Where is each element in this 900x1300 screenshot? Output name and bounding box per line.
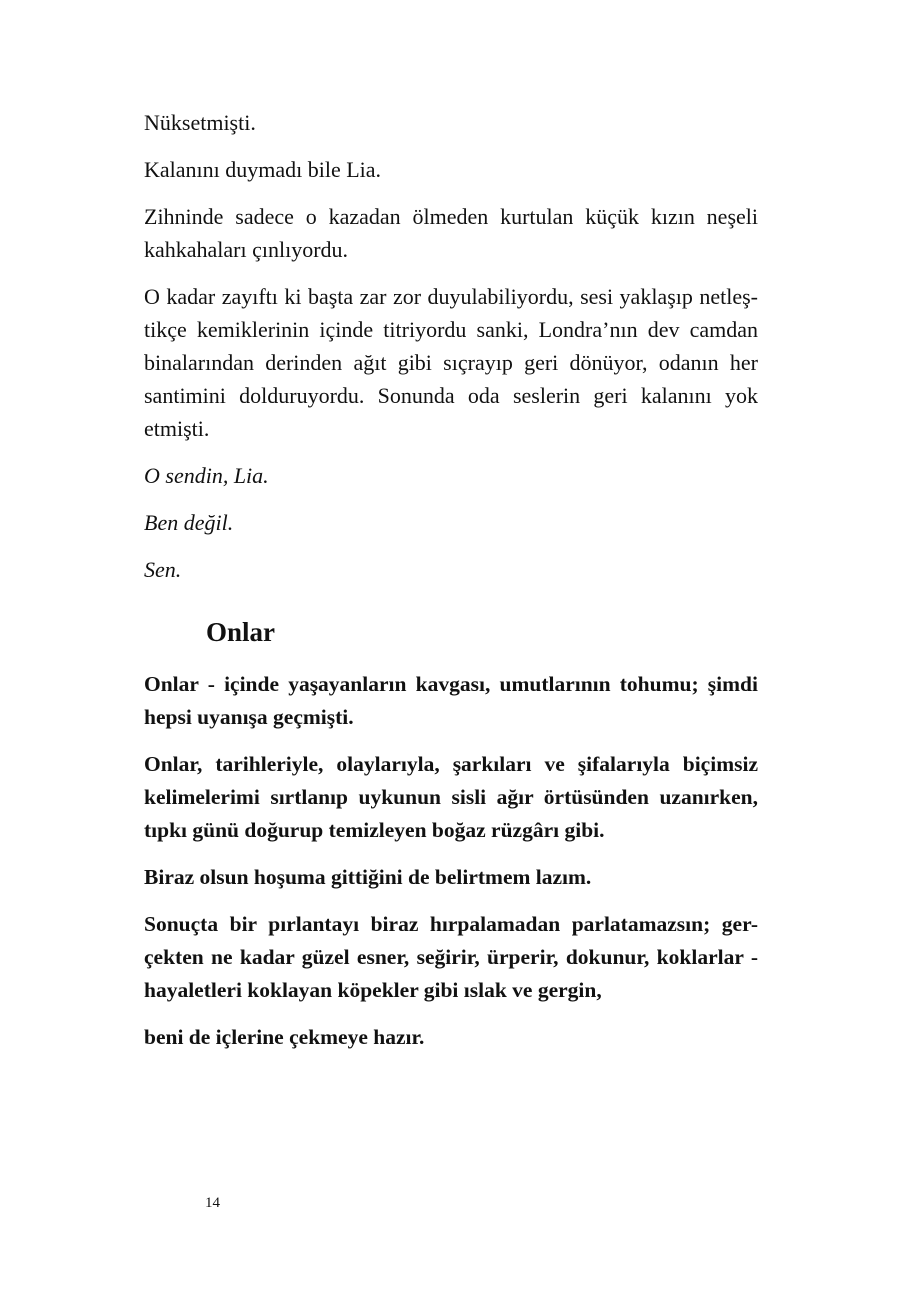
bold-paragraph: Biraz olsun hoşuma gittiğini de belirtmem lazım. <box>144 865 592 889</box>
page-body <box>144 106 758 1068</box>
bold-paragraph: Sonuçta bir pırlantayı biraz hırpalamadan parlatamazsın; ger-çekten ne kadar güzel esner, seğirir, ürperir, dokunur, koklarlar - hayaletleri koklayan köpekler gibi ıslak ve gergin, <box>144 912 758 1002</box>
paragraph: Kalanını duymadı bile Lia. <box>144 157 382 182</box>
italic-line: Sen. <box>144 557 182 582</box>
bold-paragraph: Onlar, tarihleriyle, olaylarıyla, şarkıları ve şifalarıyla biçimsiz kelimelerimi sırtlanıp uykunun sisli ağır örtüsünden uzanırken, tıpkı günü doğurup temizleyen boğaz rüzgârı gibi. <box>144 752 758 842</box>
page-number: 14 <box>205 1195 220 1211</box>
paragraph: Nüksetmişti. <box>144 110 256 135</box>
paragraph: Zihninde sadece o kazadan ölmeden kurtulan küçük kızın neşeli kahkahaları çınlıyordu. <box>144 204 758 262</box>
paragraph: O kadar zayıftı ki başta zar zor duyulabiliyordu, sesi yaklaşıp netleş-tikçe kemiklerinin içinde titriyordu sanki, Londra’nın dev camdan binalarından derinden ağıt gibi sıçrayıp geri dönüyor, odanın her santimini dolduruyordu. Sonunda oda seslerin geri kalanını yok etmişti. <box>144 284 758 441</box>
section-title: Onlar <box>206 617 276 647</box>
bold-paragraph: Onlar - içinde yaşayanların kavgası, umutlarının tohumu; şimdi hepsi uyanışa geçmişti. <box>144 672 758 729</box>
bold-paragraph: beni de içlerine çekmeye hazır. <box>144 1025 425 1049</box>
italic-line: Ben değil. <box>144 510 234 535</box>
italic-line: O sendin, Lia. <box>144 463 269 488</box>
